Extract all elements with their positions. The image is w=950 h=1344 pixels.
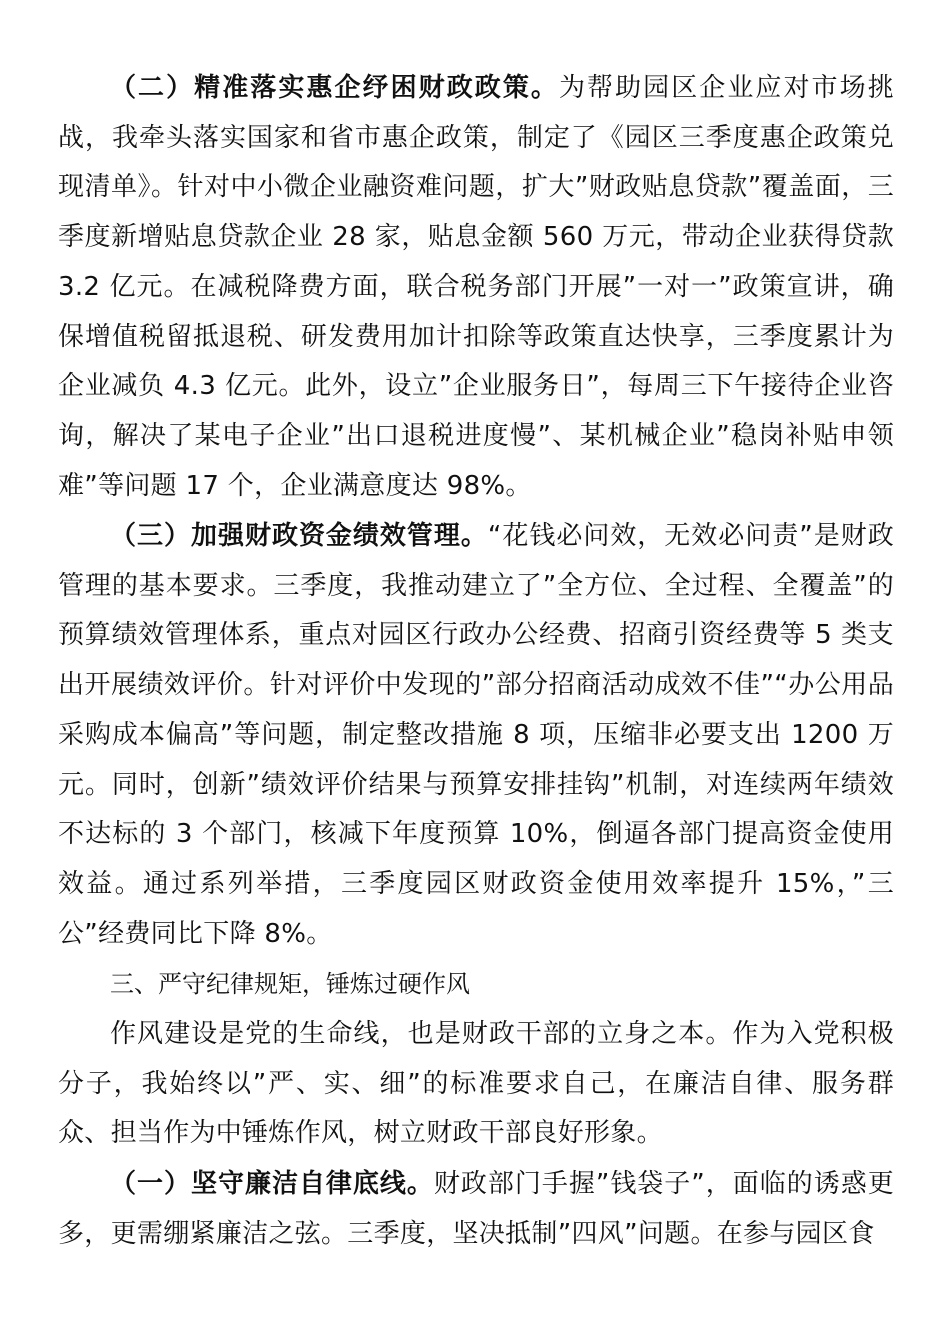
paragraph-title: （一）坚守廉洁自律底线。 (110, 1169, 434, 1199)
paragraph-title: （二）精准落实惠企纾困财政政策。 (110, 73, 559, 103)
paragraph-integrity (58, 1160, 894, 1259)
section-heading: 三、严守纪律规矩，锤炼过硬作风 (110, 970, 470, 998)
paragraph-fiscal-policy (58, 64, 894, 511)
paragraph-work-style (58, 1010, 894, 1159)
paragraph-body: 财政部门手握”钱袋子”，面临的诱惑更多，更需绷紧廉洁之弦。三季度，坚决抵制”四风”问题。在参与园区食 (58, 1169, 894, 1249)
paragraph-body: 作风建设是党的生命线，也是财政干部的立身之本。作为入党积极分子，我始终以”严、实、细”的标准要求自己，在廉洁自律、服务群众、担当作为中锤炼作风，树立财政干部良好形象。 (58, 1019, 894, 1149)
paragraph-body: “花钱必问效，无效必问责”是财政管理的基本要求。三季度，我推动建立了”全方位、全过程、全覆盖”的预算绩效管理体系，重点对园区行政办公经费、招商引资经费等 5 类支出开展绩效评价。针对评价中发现的”部分招商活动成效不佳”“办公用品采购成本偏高”等问题，制定整改措施 8 项，压缩非必要支出 1200 万元。同时，创新”绩效评价结果与预算安排挂钩”机制，对连续两年绩效不达标的 3 个部门，核减下年度预算 10%，倒逼各部门提高资金使用效益。通过系列举措，三季度园区财政资金使用效率提升 15%，”三公”经费同比下降 8%。 (58, 521, 894, 949)
paragraph-title: （三）加强财政资金绩效管理。 (110, 521, 488, 551)
paragraph-body: 为帮助园区企业应对市场挑战，我牵头落实国家和省市惠企政策，制定了《园区三季度惠企政策兑现清单》。针对中小微企业融资难问题，扩大”财政贴息贷款”覆盖面，三季度新增贴息贷款企业 28 家，贴息金额 560 万元，带动企业获得贷款 3.2 亿元。在减税降费方面，联合税务部门开展”一对一”政策宣讲，确保增值税留抵退税、研发费用加计扣除等政策直达快享，三季度累计为企业减负 4.3 亿元。此外，设立”企业服务日”，每周三下午接待企业咨询，解决了某电子企业”出口退税进度慢”、某机械企业”稳岗补贴申领难”等问题 17 个，企业满意度达 98%。 (58, 73, 894, 501)
paragraph-performance-management (58, 512, 894, 959)
